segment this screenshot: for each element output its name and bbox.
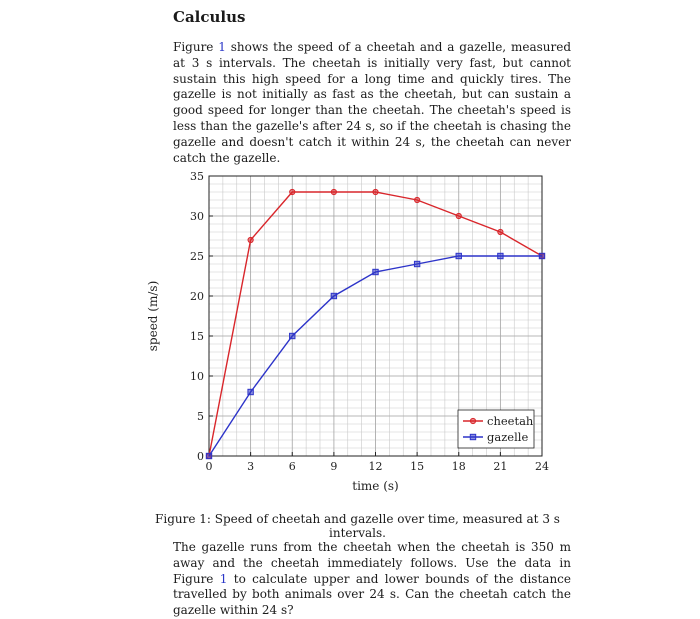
y-tick-label: 20 bbox=[190, 290, 204, 303]
y-tick-label: 0 bbox=[197, 450, 204, 463]
x-tick-label: 3 bbox=[247, 460, 255, 473]
gazelle-point bbox=[331, 293, 336, 298]
gazelle-point bbox=[290, 333, 295, 338]
cheetah-point bbox=[290, 189, 295, 194]
cheetah-point bbox=[456, 213, 461, 218]
y-tick-label: 5 bbox=[197, 410, 204, 423]
y-tick-label: 15 bbox=[190, 330, 204, 343]
legend-swatch-marker bbox=[470, 434, 475, 439]
intro-paragraph bbox=[173, 40, 571, 166]
section-heading: Calculus bbox=[173, 8, 246, 26]
x-tick-label: 6 bbox=[288, 460, 296, 473]
speed-chart bbox=[135, 166, 575, 496]
y-tick-label: 10 bbox=[190, 370, 204, 383]
x-tick-label: 24 bbox=[535, 460, 549, 473]
gazelle-point bbox=[373, 269, 378, 274]
gazelle-point bbox=[248, 389, 253, 394]
x-tick-label: 9 bbox=[330, 460, 338, 473]
gazelle-point bbox=[206, 453, 211, 458]
x-tick-label: 12 bbox=[368, 460, 383, 473]
cheetah-point bbox=[373, 189, 378, 194]
y-tick-label: 25 bbox=[190, 250, 204, 263]
figure-reference-link[interactable]: 1 bbox=[218, 40, 226, 54]
y-axis-label: speed (m/s) bbox=[146, 280, 160, 352]
question-text-end: to calculate upper and lower bounds of the distance travelled by both animals over 24 s. Can the cheetah catch the gazelle within 24 s? bbox=[173, 571, 571, 618]
question-paragraph bbox=[173, 540, 571, 619]
gazelle-point bbox=[456, 253, 461, 258]
cheetah-point bbox=[415, 197, 420, 202]
x-tick-label: 21 bbox=[493, 460, 508, 473]
intro-text-end: shows the speed of a cheetah and a gazelle, measured at 3 s intervals. The cheetah is initially very fast, but cannot sustain this high speed for a long time and quickly tires. The gazelle is not initially as fast as the cheetah, but can sustain a good speed for longer than the cheetah. The cheetah's speed is less than the gazelle's after 24 s, so if the cheetah is chasing the gazelle and doesn't catch it within 24 s, the cheetah can never catch the gazelle. bbox=[173, 40, 571, 165]
y-tick-label: 35 bbox=[190, 170, 204, 183]
cheetah-point bbox=[331, 189, 336, 194]
gazelle-point bbox=[539, 253, 544, 258]
x-tick-label: 15 bbox=[410, 460, 425, 473]
cheetah-point bbox=[498, 229, 503, 234]
cheetah-point bbox=[248, 237, 253, 242]
y-tick-label: 30 bbox=[190, 210, 204, 223]
intro-text-start: Figure bbox=[173, 40, 219, 54]
legend-entry-gazelle: gazelle bbox=[487, 430, 529, 444]
legend-swatch-marker bbox=[470, 418, 475, 423]
figure-caption: Figure 1: Speed of cheetah and gazelle over time, measured at 3 s intervals. bbox=[155, 512, 560, 540]
x-tick-label: 0 bbox=[205, 460, 213, 473]
question-text-start: The gazelle runs from the cheetah when the cheetah is 350 m away and the cheetah immediately follows. Use the data in Figure bbox=[173, 540, 571, 586]
gazelle-point bbox=[498, 253, 503, 258]
legend-entry-cheetah: cheetah bbox=[487, 414, 534, 428]
x-tick-label: 18 bbox=[451, 460, 466, 473]
speed-chart-svg bbox=[135, 166, 575, 496]
gazelle-point bbox=[414, 261, 419, 266]
x-axis-label: time (s) bbox=[352, 479, 399, 493]
figure-reference-link-2[interactable]: 1 bbox=[219, 571, 228, 586]
